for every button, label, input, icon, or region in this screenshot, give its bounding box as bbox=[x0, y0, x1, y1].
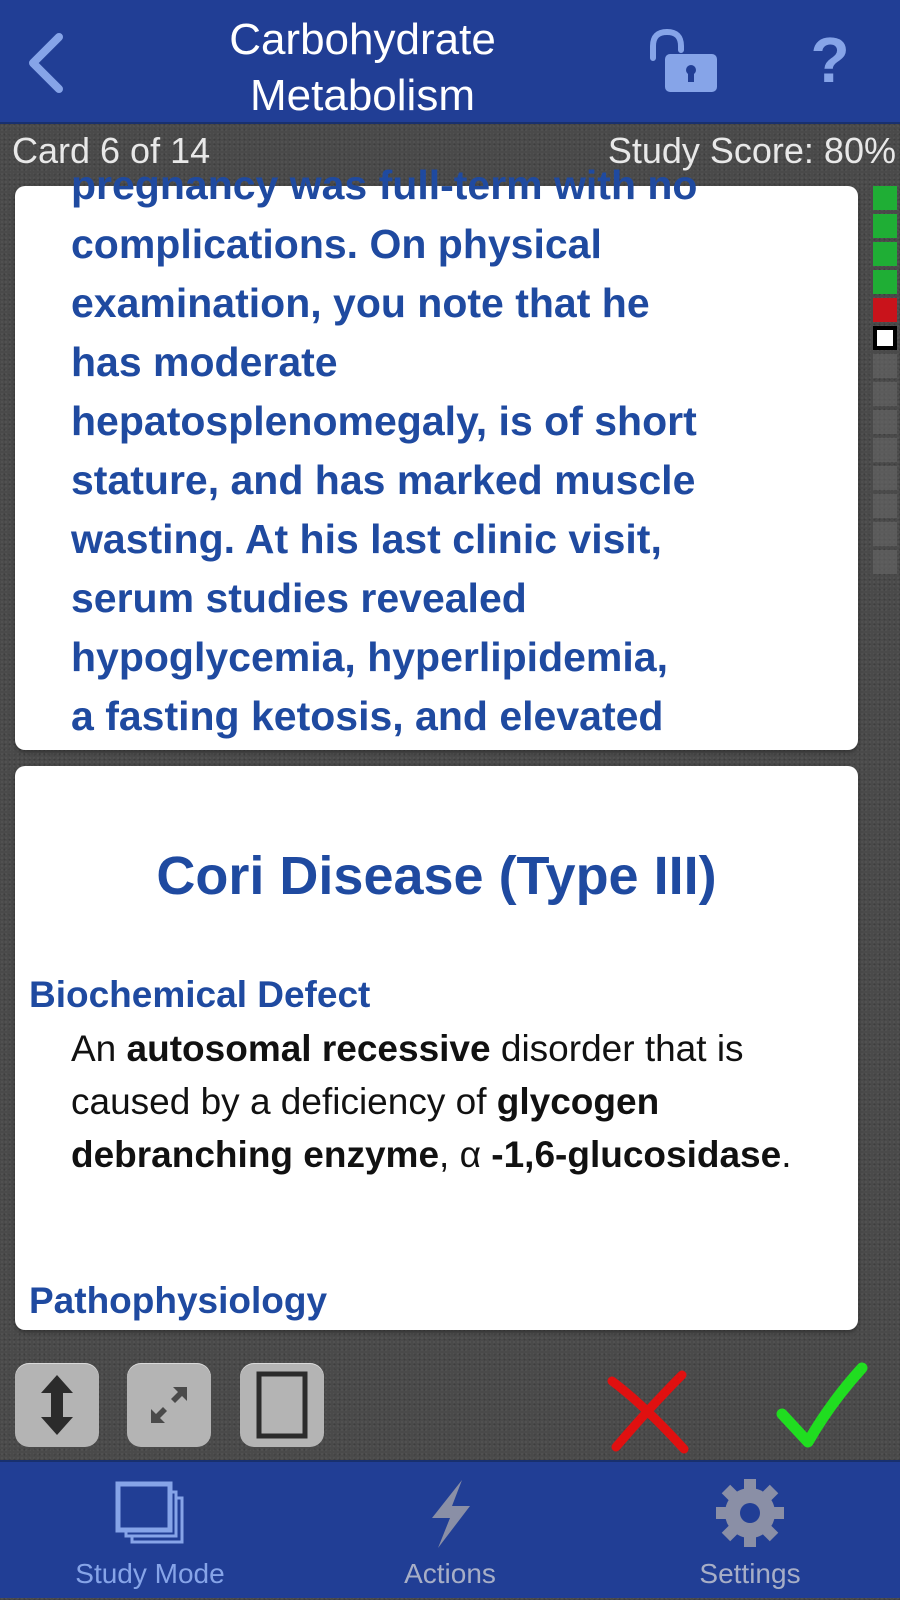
progress-cell-current bbox=[873, 326, 897, 350]
cards-stack-icon bbox=[110, 1478, 190, 1548]
question-text bbox=[71, 156, 818, 746]
expand-button[interactable] bbox=[127, 1363, 211, 1447]
mark-wrong-button[interactable] bbox=[604, 1365, 694, 1455]
page-title-line2: Metabolism bbox=[250, 71, 475, 120]
question-line: has moderate bbox=[71, 339, 338, 385]
question-line: stature, and has marked muscle bbox=[71, 457, 696, 503]
answer-card[interactable] bbox=[15, 766, 858, 1330]
tab-label: Study Mode bbox=[75, 1558, 225, 1589]
vertical-arrows-icon bbox=[37, 1373, 77, 1437]
body-bold-text: -1,6-glucosidase bbox=[491, 1134, 782, 1175]
question-line: examination, you note that he bbox=[71, 280, 650, 326]
question-line: wasting. At his last clinic visit, bbox=[71, 516, 662, 562]
progress-indicator bbox=[873, 186, 899, 586]
tab-actions[interactable] bbox=[300, 1462, 600, 1600]
back-button[interactable] bbox=[20, 28, 70, 98]
gear-icon bbox=[710, 1478, 790, 1548]
tab-study-mode[interactable] bbox=[0, 1462, 300, 1600]
progress-cell-correct bbox=[873, 186, 897, 210]
progress-cell-pending bbox=[873, 466, 897, 490]
progress-cell-pending bbox=[873, 550, 897, 574]
question-line: hepatosplenomegaly, is of short bbox=[71, 398, 697, 444]
nav-bar bbox=[0, 0, 900, 124]
body-bold-text: autosomal recessive bbox=[126, 1028, 491, 1069]
progress-cell-correct bbox=[873, 270, 897, 294]
question-line: a fasting ketosis, and elevated bbox=[71, 693, 664, 739]
section-heading-pathophysiology: Pathophysiology bbox=[29, 1280, 328, 1321]
body-bold-text: glycogen debranching enzyme bbox=[71, 1081, 660, 1175]
section-heading-biochemical-defect: Biochemical Defect bbox=[29, 974, 371, 1015]
progress-cell-pending bbox=[873, 494, 897, 518]
help-button[interactable]: ? bbox=[810, 24, 850, 96]
card-counter: Card 6 of 14 bbox=[12, 130, 211, 171]
page-title-line1: Carbohydrate bbox=[229, 15, 496, 64]
tab-label: Actions bbox=[404, 1558, 496, 1589]
page-title bbox=[150, 12, 575, 124]
question-line: complications. On physical bbox=[71, 221, 602, 267]
question-card[interactable] bbox=[15, 162, 858, 750]
flip-card-button[interactable] bbox=[15, 1363, 99, 1447]
green-check-icon bbox=[776, 1362, 866, 1452]
body-text: . bbox=[781, 1134, 792, 1175]
card-view-button[interactable] bbox=[240, 1363, 324, 1447]
answer-title: Cori Disease (Type III) bbox=[156, 846, 717, 906]
progress-cell-pending bbox=[873, 522, 897, 546]
answer-body-text bbox=[71, 1022, 818, 1181]
body-text: disorder that is caused by a deficiency of bbox=[71, 1028, 744, 1122]
tab-label: Settings bbox=[699, 1558, 801, 1589]
progress-cell-pending bbox=[873, 382, 897, 406]
body-text: An bbox=[71, 1028, 127, 1069]
progress-cell-pending bbox=[873, 410, 897, 434]
tab-settings[interactable] bbox=[600, 1462, 900, 1600]
progress-cell-wrong bbox=[873, 298, 897, 322]
mark-correct-button[interactable] bbox=[776, 1362, 866, 1452]
progress-cell-correct bbox=[873, 242, 897, 266]
lightning-icon bbox=[410, 1478, 490, 1548]
tab-bar bbox=[0, 1460, 900, 1598]
lock-button[interactable] bbox=[645, 28, 721, 94]
question-line: hypoglycemia, hyperlipidemia, bbox=[71, 634, 668, 680]
progress-cell-pending bbox=[873, 354, 897, 378]
question-line: serum studies revealed bbox=[71, 575, 527, 621]
unlock-icon bbox=[645, 28, 721, 94]
chevron-left-icon bbox=[25, 31, 65, 95]
expand-icon bbox=[147, 1383, 191, 1427]
study-score: Study Score: 80% bbox=[607, 130, 896, 171]
card-view-icon bbox=[254, 1370, 310, 1440]
red-x-icon bbox=[604, 1365, 694, 1455]
progress-cell-pending bbox=[873, 438, 897, 462]
progress-cell-correct bbox=[873, 214, 897, 238]
body-text: , α bbox=[439, 1134, 492, 1175]
question-line: pregnancy was full-term with no bbox=[71, 162, 698, 208]
